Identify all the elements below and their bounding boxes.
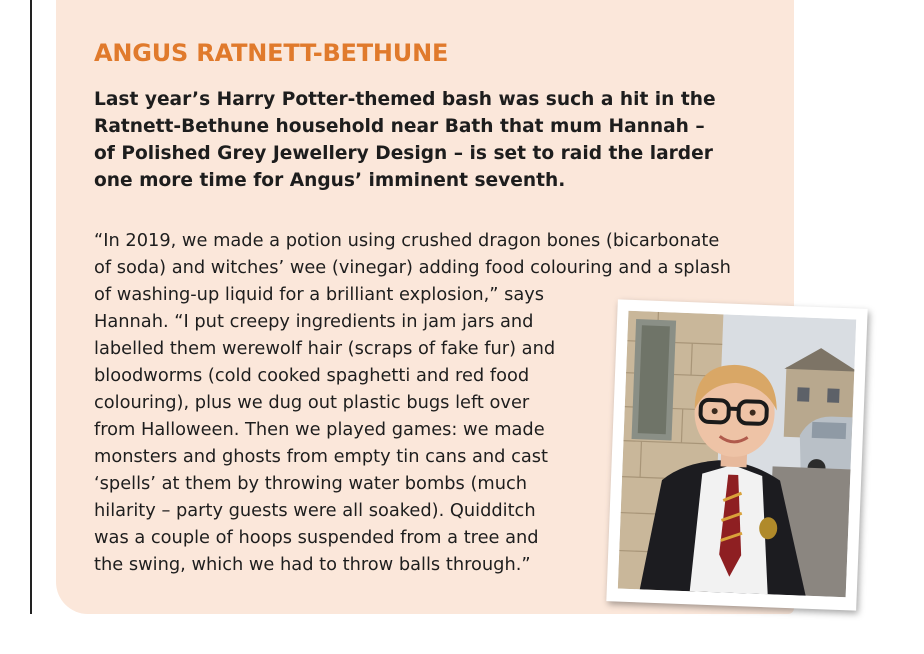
body-line: Hannah. “I put creepy ingredients in jam jars and bbox=[94, 311, 534, 332]
body-line: monsters and ghosts from empty tin cans and cast bbox=[94, 446, 548, 467]
page-column-rule bbox=[30, 0, 32, 614]
boy-in-wizard-costume-photo bbox=[618, 311, 857, 598]
body-line: “In 2019, we made a potion using crushed dragon bones (bicarbonate bbox=[94, 230, 720, 251]
body-line: was a couple of hoops suspended from a tree and bbox=[94, 527, 539, 548]
body-line: of washing-up liquid for a brilliant explosion,” says bbox=[94, 284, 545, 305]
body-line: bloodworms (cold cooked spaghetti and red food bbox=[94, 365, 530, 386]
intro-line: Last year’s Harry Potter-themed bash was such a hit in the bbox=[94, 89, 716, 110]
body-line: colouring), plus we dug out plastic bugs left over bbox=[94, 392, 530, 413]
intro-line: Ratnett-Bethune household near Bath that mum Hannah – bbox=[94, 116, 705, 137]
article-title: ANGUS RATNETT-BETHUNE bbox=[94, 39, 449, 67]
intro-line: one more time for Angus’ imminent seventh. bbox=[94, 170, 566, 191]
body-line: ‘spells’ at them by throwing water bombs (much bbox=[94, 473, 528, 494]
body-line: labelled them werewolf hair (scraps of fake fur) and bbox=[94, 338, 556, 359]
body-line: the swing, which we had to throw balls through.” bbox=[94, 554, 531, 575]
body-line: hilarity – party guests were all soaked). Quidditch bbox=[94, 500, 536, 521]
body-line: of soda) and witches’ wee (vinegar) adding food colouring and a splash bbox=[94, 257, 731, 278]
polaroid-photo-frame bbox=[606, 299, 867, 610]
intro-line: of Polished Grey Jewellery Design – is set to raid the larder bbox=[94, 143, 713, 164]
body-line: from Halloween. Then we played games: we made bbox=[94, 419, 545, 440]
